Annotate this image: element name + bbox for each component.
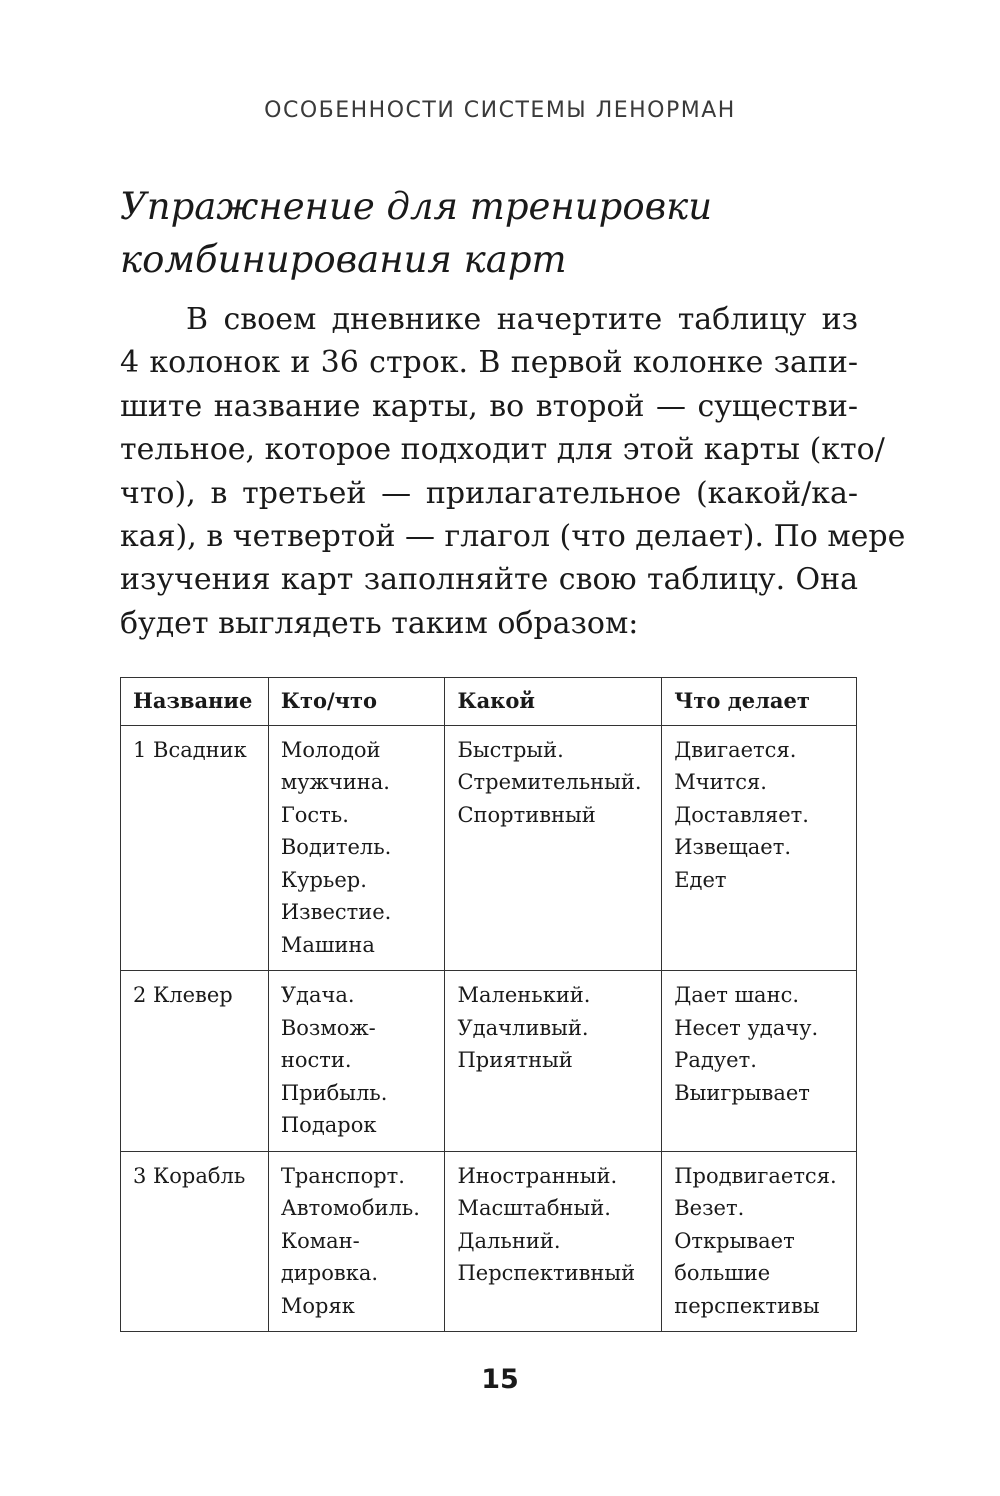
cell-card-name: 3 Корабль	[121, 1151, 269, 1332]
section-title	[120, 180, 880, 286]
cell-line: Продвигается.	[674, 1163, 837, 1188]
cell-who	[268, 971, 445, 1152]
cell-line: Перспективный	[457, 1261, 636, 1285]
cell-line: Приятный	[457, 1048, 573, 1072]
cards-table	[120, 677, 857, 1332]
paragraph-line: 4 колонок и 36 строк. В первой колонке запи-	[120, 345, 858, 381]
cell-which	[445, 725, 662, 971]
cell-line: Двигается.	[674, 737, 797, 762]
cell-line: Масштабный.	[457, 1196, 611, 1220]
table-header-row	[121, 678, 857, 726]
cell-who	[268, 725, 445, 971]
cell-line: Транспорт.	[280, 1163, 405, 1188]
paragraph-line: В своем дневнике начертите таблицу из	[186, 302, 858, 337]
cell-which	[445, 1151, 662, 1332]
cell-line: Возмож-	[280, 1015, 376, 1040]
cell-does	[662, 725, 857, 971]
column-header-does: Что делает	[662, 678, 857, 726]
cell-line: Дает шанс.	[674, 983, 800, 1007]
page-number: 15	[481, 1364, 519, 1395]
cell-which	[445, 971, 662, 1152]
paragraph-line: изучения карт заполняйте свою таблицу. Она	[120, 562, 858, 598]
cell-line: Известие.	[280, 900, 392, 924]
cell-line: Иностранный.	[457, 1163, 618, 1188]
cell-line: Открывает	[674, 1228, 795, 1253]
cell-card-name: 1 Всадник	[121, 725, 269, 971]
body-paragraph	[120, 298, 906, 645]
cell-line: Удачливый.	[457, 1015, 589, 1040]
cell-does	[662, 1151, 857, 1332]
paragraph-line: кая), в четвертой — глагол (что делает). По мере	[120, 519, 906, 555]
section-title-line: Упражнение для тренировки	[120, 185, 713, 228]
column-header-which: Какой	[445, 678, 662, 726]
paragraph-line: тельное, которое подходит для этой карты (кто/	[120, 432, 885, 468]
cell-line: Едет	[674, 867, 727, 892]
running-head: ОСОБЕННОСТИ СИСТЕМЫ ЛЕНОРМАН	[264, 98, 736, 123]
cell-does	[662, 971, 857, 1152]
cell-who	[268, 1151, 445, 1332]
table-row	[121, 971, 857, 1152]
cell-line: Спортивный	[457, 802, 596, 827]
cell-line: Мчится.	[674, 770, 767, 794]
table-row	[121, 725, 857, 971]
cell-line: перспективы	[674, 1293, 820, 1318]
column-header-name: Название	[121, 678, 269, 726]
cell-line: Молодой	[280, 737, 381, 762]
cell-line: Водитель.	[280, 835, 392, 859]
cell-line: Радует.	[674, 1048, 757, 1072]
cell-line: Подарок	[280, 1113, 377, 1137]
cell-line: ности.	[280, 1048, 352, 1072]
cell-line: Курьер.	[280, 867, 367, 892]
cell-line: Везет.	[674, 1196, 745, 1220]
cell-line: Дальний.	[457, 1228, 561, 1253]
cell-line: мужчина.	[280, 770, 390, 794]
cell-line: Прибыль.	[280, 1080, 388, 1105]
cell-line: Извещает.	[674, 835, 792, 859]
cell-line: Коман-	[280, 1228, 360, 1253]
cell-line: дировка.	[280, 1261, 379, 1285]
paragraph-line: будет выглядеть таким образом:	[120, 605, 639, 641]
paragraph-line: шите название карты, во второй — существи-	[120, 388, 858, 424]
cell-line: Маленький.	[457, 983, 591, 1007]
table-row	[121, 1151, 857, 1332]
column-header-who: Кто/что	[268, 678, 445, 726]
cell-line: большие	[674, 1261, 771, 1285]
cell-line: Автомобиль.	[280, 1196, 420, 1220]
cell-line: Гость.	[280, 802, 349, 827]
table-body	[121, 725, 857, 1332]
paragraph-line: что), в третьей — прилагательное (какой/ка-	[120, 475, 858, 511]
section-title-line: комбинирования карт	[120, 238, 567, 281]
cell-line: Машина	[280, 932, 375, 957]
cell-line: Стремительный.	[457, 770, 642, 794]
cell-line: Выигрывает	[674, 1080, 810, 1105]
cell-line: Быстрый.	[457, 737, 564, 762]
cell-card-name: 2 Клевер	[121, 971, 269, 1152]
cell-line: Несет удачу.	[674, 1015, 819, 1040]
cell-line: Моряк	[280, 1293, 355, 1318]
cell-line: Доставляет.	[674, 802, 809, 827]
cell-line: Удача.	[280, 983, 355, 1007]
